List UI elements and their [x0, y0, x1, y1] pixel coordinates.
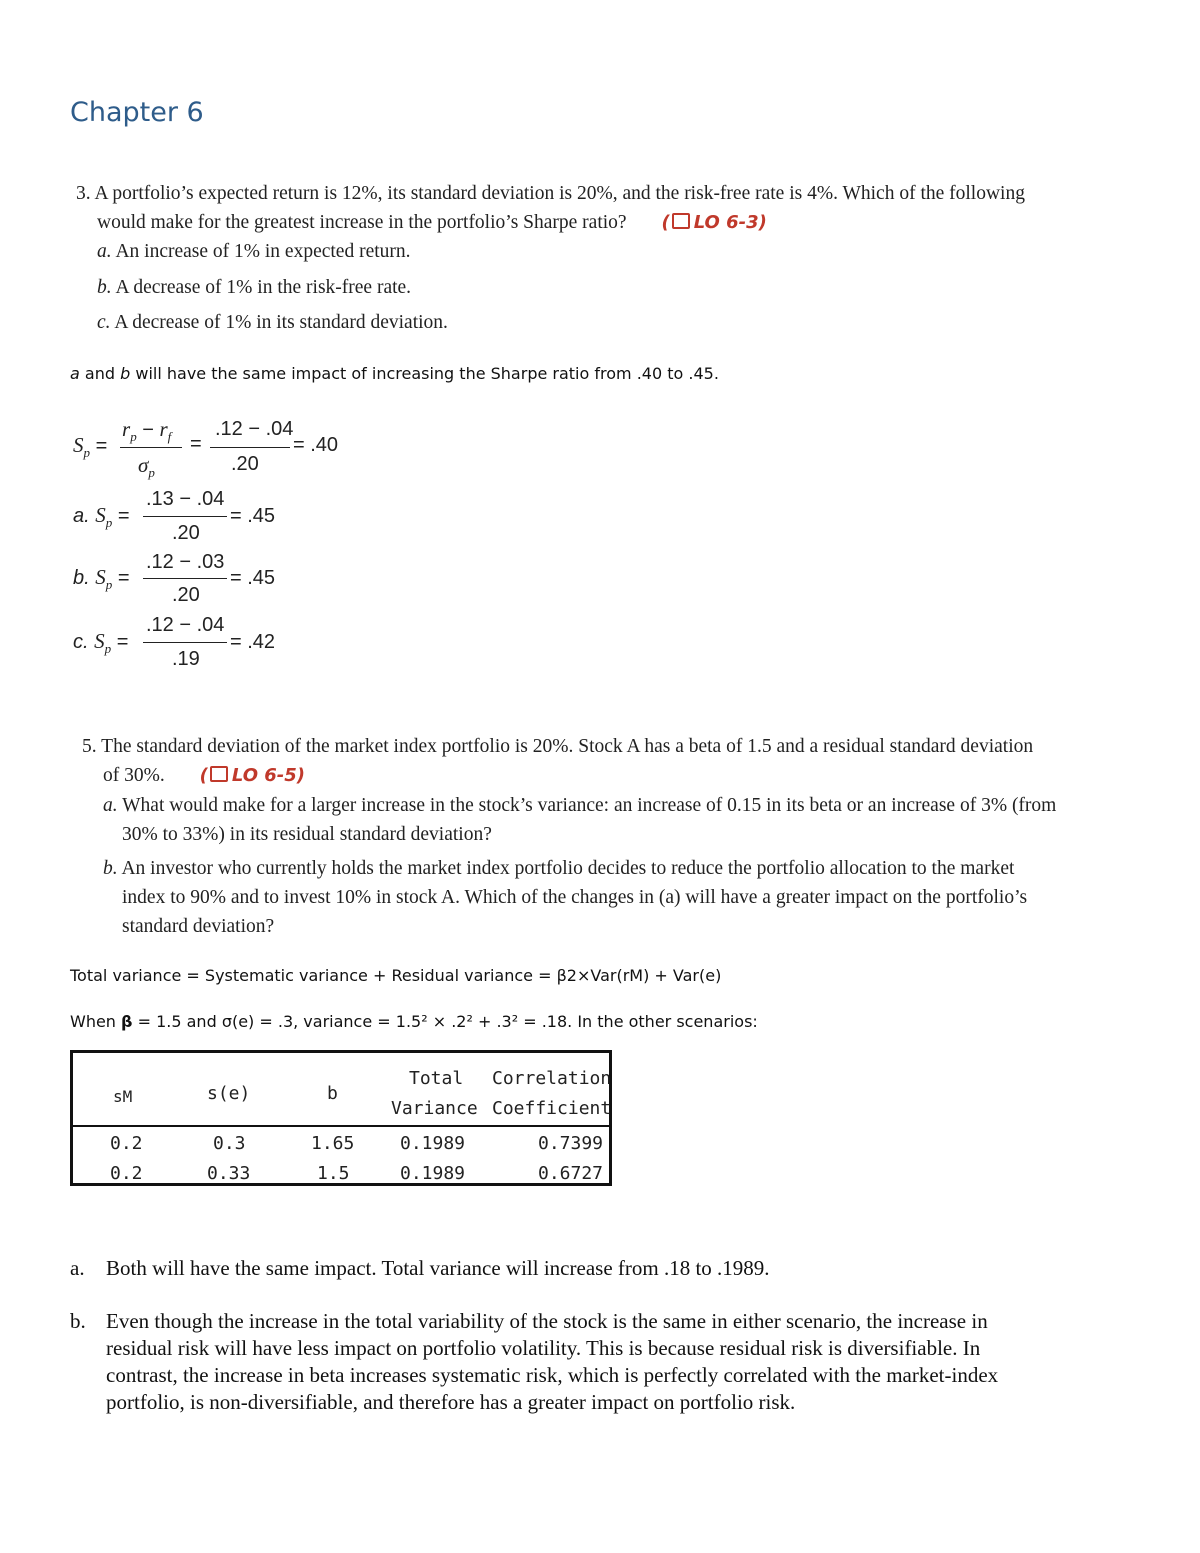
q3-line1 — [76, 183, 1025, 205]
q5-text-line2: of 30%. — [103, 765, 165, 786]
q5-lo-label: LO 6-5 — [231, 765, 297, 786]
q3-number: 3. — [76, 183, 91, 204]
page-title: Chapter 6 — [70, 97, 204, 128]
fraction-bar — [143, 642, 227, 643]
q3-option-a — [97, 241, 411, 263]
fraction-bar — [210, 447, 290, 448]
formula-numerator: .12 − .04 — [215, 418, 294, 440]
q5-part-b-line2: index to 90% and to invest 10% in stock A. Which of the changes in (a) will have a greater impact on the portfolio’s — [122, 887, 1028, 908]
external-link-icon — [672, 213, 690, 229]
q3-answer-intro: a and b will have the same impact of increasing the Sharpe ratio from .40 to .45. — [70, 364, 719, 383]
col-header-coefficient: Coefficient — [492, 1098, 612, 1119]
option-letter: a. — [97, 241, 112, 262]
q3-option-b — [97, 277, 411, 299]
formula-denominator: .20 — [172, 522, 200, 544]
formula-result: = .40 — [293, 434, 339, 456]
col-header-total: Total — [409, 1068, 464, 1089]
q5-part-b-line1: b. An investor who currently holds the market index portfolio decides to reduce the portfolio allocation to the market — [103, 858, 1015, 879]
option-text: A decrease of 1% in the risk-free rate. — [115, 277, 412, 298]
col-header-se: s(e) — [207, 1083, 251, 1104]
option-text: A decrease of 1% in its standard deviation. — [114, 312, 448, 333]
formula-denominator: .20 — [231, 453, 259, 475]
col-header-correlation: Correlation — [492, 1068, 612, 1089]
q5-text-line1: The standard deviation of the market index portfolio is 20%. Stock A has a beta of 1.5 and a residual standard deviation — [101, 736, 1034, 757]
formula-denominator-symbol: $\sigma_p$ — [138, 453, 155, 480]
formula-denominator: .19 — [172, 648, 200, 670]
q5-line2 — [103, 765, 305, 787]
formula-numerator: .13 − .04 — [146, 488, 225, 510]
option-letter: c. — [97, 312, 111, 333]
answer-b-line1: Even though the increase in the total variability of the stock is the same in either scenario, the increase in — [106, 1309, 988, 1333]
q3-lo-label: LO 6-3 — [693, 212, 759, 233]
col-header-variance: Variance — [391, 1098, 478, 1119]
answer-b-line2: residual risk will have less impact on portfolio volatility. This is because residual risk is diversifiable. In — [106, 1336, 981, 1360]
answer-b-line4: portfolio, is non-diversifiable, and therefore has a greater impact on portfolio risk. — [106, 1390, 796, 1414]
formula-result: = .42 — [230, 631, 276, 653]
table-header-divider — [70, 1125, 612, 1127]
answer-a-letter: a. — [70, 1256, 85, 1280]
col-header-sm: sM — [113, 1087, 133, 1106]
fraction-bar — [143, 516, 227, 517]
variance-explanation: Total variance = Systematic variance + Residual variance = β2×Var(rM) + Var(e) — [70, 966, 722, 985]
q5-line1 — [82, 736, 1033, 758]
q3-text-line1: A portfolio’s expected return is 12%, its standard deviation is 20%, and the risk-free rate is 4%. Which of the following — [94, 183, 1025, 204]
fraction-bar — [120, 447, 182, 448]
fraction-bar — [143, 578, 227, 579]
formula-numerator: .12 − .03 — [146, 551, 225, 573]
formula-numerator-symbols: $r_p - r_f$ — [122, 417, 172, 444]
q3-lo-link[interactable]: ( LO 6-3) — [661, 212, 767, 233]
q5-number: 5. — [82, 736, 97, 757]
external-link-icon — [210, 766, 228, 782]
answer-a-text: Both will have the same impact. Total variance will increase from .18 to .1989. — [106, 1256, 770, 1280]
q3-line2 — [97, 212, 767, 234]
option-text: An increase of 1% in expected return. — [115, 241, 411, 262]
q5-part-a-line2: 30% to 33%) in its residual standard deviation? — [122, 824, 492, 845]
q5-lo-link[interactable]: ( LO 6-5) — [199, 765, 306, 786]
formula-denominator: .20 — [172, 584, 200, 606]
answer-b-line3: contrast, the increase in beta increases systematic risk, which is perfectly correlated with the market-index — [106, 1363, 999, 1387]
q3-option-c — [97, 312, 448, 334]
formula-result: = .45 — [230, 505, 276, 527]
col-header-b: b — [327, 1083, 338, 1104]
q3-text-line2: would make for the greatest increase in the portfolio’s Sharpe ratio? — [97, 212, 627, 233]
formula-result: = .45 — [230, 567, 276, 589]
variance-scenario: When β = 1.5 and σ(e) = .3, variance = 1.5² × .2² + .3² = .18. In the other scenarios: — [70, 1012, 758, 1031]
formula-numerator: .12 − .04 — [146, 614, 225, 636]
q5-part-b-line3: standard deviation? — [122, 916, 275, 937]
q5-part-a-line1: a. What would make for a larger increase in the stock’s variance: an increase of 0.15 in its beta or an increase of 3% (from — [103, 795, 1057, 816]
answer-b-letter: b. — [70, 1309, 86, 1333]
option-letter: b. — [97, 277, 112, 298]
